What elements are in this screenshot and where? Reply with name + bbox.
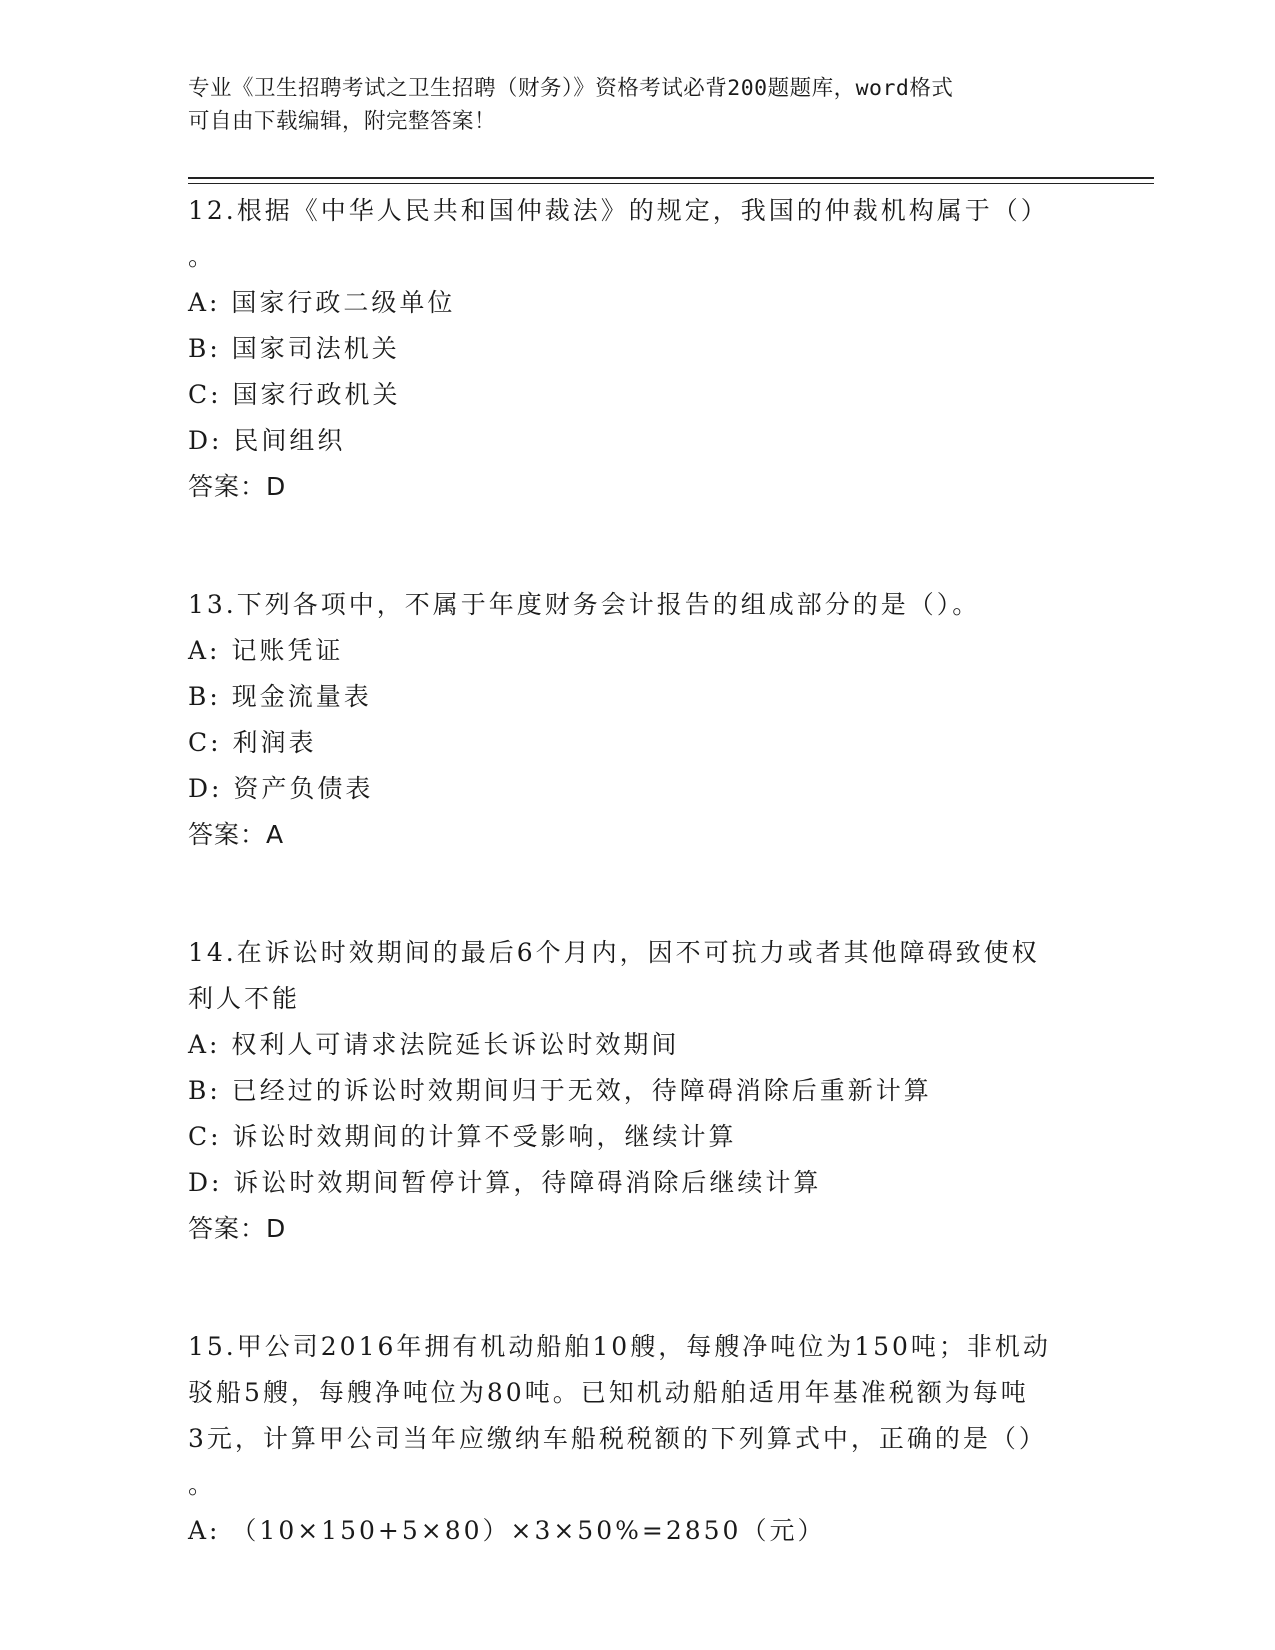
option-d: D: 诉讼时效期间暂停计算，待障碍消除后继续计算 <box>188 1168 822 1197</box>
header-line-2: 可自由下载编辑，附完整答案！ <box>188 109 497 134</box>
document-header <box>188 72 1068 138</box>
header-rule-thin <box>188 183 1154 184</box>
option-b: B: 国家司法机关 <box>188 334 400 363</box>
answer-line: 答案：D <box>188 472 287 501</box>
option-b: B: 已经过的诉讼时效期间归于无效，待障碍消除后重新计算 <box>188 1076 932 1105</box>
option-a: A: 权利人可请求法院延长诉讼时效期间 <box>188 1030 680 1059</box>
question-stem-line: 。 <box>188 1470 217 1499</box>
question-14 <box>188 930 1088 1252</box>
question-stem-line: 。 <box>188 242 217 271</box>
question-stem-line: 3元，计算甲公司当年应缴纳车船税税额的下列算式中，正确的是（） <box>188 1424 1047 1453</box>
spacer <box>188 1252 1088 1324</box>
option-a: A: （10×150+5×80）×3×50%=2850（元） <box>188 1516 826 1545</box>
option-a: A: 国家行政二级单位 <box>188 288 456 317</box>
question-list <box>188 188 1088 1554</box>
option-d: D: 民间组织 <box>188 426 346 455</box>
answer-line: 答案：A <box>188 820 285 849</box>
question-stem-line: 14.在诉讼时效期间的最后6个月内，因不可抗力或者其他障碍致使权 <box>188 938 1040 967</box>
option-c: C: 利润表 <box>188 728 317 757</box>
question-stem-line: 驳船5艘，每艘净吨位为80吨。已知机动船舶适用年基准税额为每吨 <box>188 1378 1029 1407</box>
question-stem-line: 12.根据《中华人民共和国仲裁法》的规定，我国的仲裁机构属于（） <box>188 196 1049 225</box>
question-stem-line: 13.下列各项中，不属于年度财务会计报告的组成部分的是（）。 <box>188 590 981 619</box>
answer-line: 答案：D <box>188 1214 287 1243</box>
option-a: A: 记账凭证 <box>188 636 344 665</box>
question-15 <box>188 1324 1088 1554</box>
option-c: C: 国家行政机关 <box>188 380 401 409</box>
question-stem-line: 利人不能 <box>188 984 301 1013</box>
spacer <box>188 510 1088 582</box>
header-rule-thick <box>188 177 1154 179</box>
question-12 <box>188 188 1088 510</box>
question-stem-line: 15.甲公司2016年拥有机动船舶10艘，每艘净吨位为150吨；非机动 <box>188 1332 1051 1361</box>
option-c: C: 诉讼时效期间的计算不受影响，继续计算 <box>188 1122 737 1151</box>
spacer <box>188 858 1088 930</box>
option-b: B: 现金流量表 <box>188 682 372 711</box>
question-13 <box>188 582 1088 858</box>
header-line-1: 专业《卫生招聘考试之卫生招聘（财务）》资格考试必背200题题库，word格式 <box>188 76 954 101</box>
option-d: D: 资产负债表 <box>188 774 374 803</box>
